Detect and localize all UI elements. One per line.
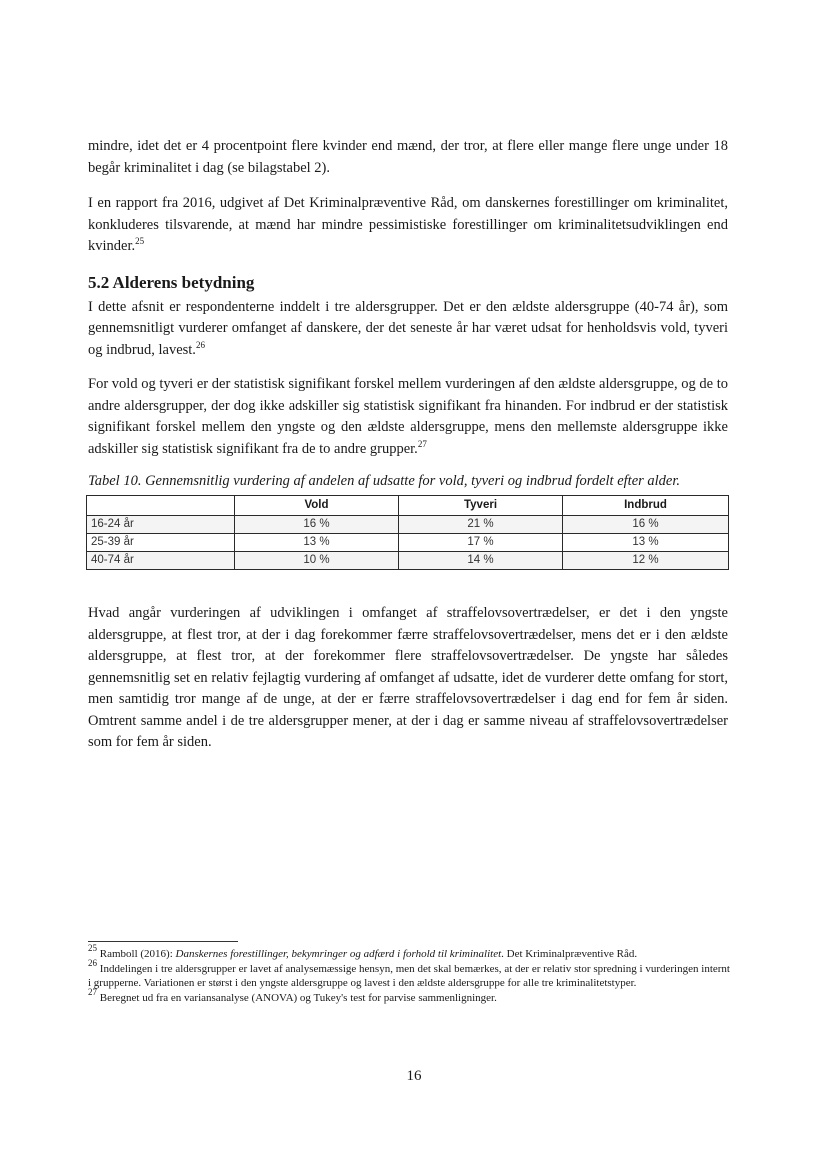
footnote-ref-25[interactable]: 25	[135, 236, 145, 246]
cell-vold: 16 %	[235, 516, 399, 534]
paragraph-text: Hvad angår vurderingen af udviklingen i omfanget af straffelovsovertrædelser, er det i den yngste aldersgruppe, at flest tror, at der i dag forekommer færre straffelovsovertrædelser, mens det er i den ældste aldersgruppe, at flest tror, at der forekommer flere straffelovsovertrædelser. De yngste har således gennemsnitlig set en relativ fejlagtig vurdering af omfanget af udsatte, idet de vurderer dette omfang for stort, men samtidig tror mange af de unge, at der er færre straffelovsovertrædelser i dag end for fem år siden. Omtrent samme andel i de tre aldersgrupper mener, at der i dag er samme niveau af straffelovsovertrædelser som for fem år siden.	[88, 605, 728, 750]
paragraph-development	[88, 603, 728, 754]
paragraph-significance	[88, 374, 728, 460]
footnote-ref-26[interactable]: 26	[195, 339, 205, 350]
footnotes	[88, 941, 730, 1006]
footnote-title: Danskernes forestillinger, bekymringer og adfærd i forhold til kriminalitet	[175, 948, 502, 960]
main-content	[88, 136, 728, 754]
row-label: 25-39 år	[87, 534, 235, 552]
table-row	[87, 552, 729, 570]
paragraph-report-2016	[88, 193, 728, 258]
cell-vold: 13 %	[235, 534, 399, 552]
paragraph-text: I en rapport fra 2016, udgivet af Det Kriminalpræventive Råd, om danskernes forestillinger om kriminalitet, konkluderes tilsvarende, at mænd har mindre pessimistiske forestillinger om kriminalitetsudviklingen end kvinder.	[88, 195, 728, 254]
paragraph-text: For vold og tyveri er der statistisk signifikant forskel mellem vurderingen af den ældste aldersgruppe, og de to andre aldersgrupper, der dog ikke adskiller sig statistisk signifikant fra hinanden. For indbrud er der statistisk signifikant forskel mellem den yngste og den ældste aldersgruppe, mens den mellemste aldersgruppe ikke adskiller sig statistisk signifikant fra de to andre grupper.	[88, 376, 728, 457]
footnote-number: 27	[88, 987, 97, 997]
cell-vold: 10 %	[235, 552, 399, 570]
cell-indbrud: 12 %	[563, 552, 729, 570]
footnote-number: 25	[88, 943, 97, 953]
age-estimate-table	[86, 495, 729, 570]
header-tyveri: Tyveri	[399, 496, 563, 516]
cell-tyveri: 14 %	[399, 552, 563, 570]
table-row	[87, 534, 729, 552]
header-vold: Vold	[235, 496, 399, 516]
row-label: 40-74 år	[87, 552, 235, 570]
footnote-26	[88, 958, 730, 990]
table-caption: Tabel 10. Gennemsnitlig vurdering af andelen af udsatte for vold, tyveri og indbrud fordelt efter alder.	[88, 473, 681, 489]
footnote-text: Inddelingen i tre aldersgrupper er lavet af analysemæssige hensyn, men det skal bemærkes, at der er relativ stor spredning i vurderingen internt i grupperne. Variationen er størst i den yngste aldersgruppe og lavest i den ældste aldersgruppe for alle tre kriminalitetstyper.	[88, 963, 730, 989]
paragraph-age-groups	[88, 297, 728, 362]
footnote-divider	[88, 941, 238, 942]
cell-tyveri: 17 %	[399, 534, 563, 552]
cell-tyveri: 21 %	[399, 516, 563, 534]
footnote-number: 26	[88, 958, 97, 968]
footnote-text: Beregnet ud fra en variansanalyse (ANOVA) og Tukey's test for parvise sammenligninger.	[99, 992, 497, 1004]
page-number: 16	[406, 1068, 422, 1084]
paragraph-text: mindre, idet det er 4 procentpoint flere kvinder end mænd, der tror, at flere eller mange flere unge under 18 begår kriminalitet i dag (se bilagstabel 2).	[88, 138, 728, 176]
footnote-ref-27[interactable]: 27	[417, 438, 427, 449]
paragraph-text: I dette afsnit er respondenterne inddelt i tre aldersgrupper. Det er den ældste aldersgruppe (40-74 år), som gennemsnitligt vurderer omfanget af danskere, der det seneste år har været udsat for henholdsvis vold, tyveri og indbrud, lavest.	[88, 298, 728, 358]
row-label: 16-24 år	[87, 516, 235, 534]
table-header-row	[87, 496, 729, 516]
footnote-text: . Det Kriminalpræventive Råd.	[501, 948, 638, 960]
cell-indbrud: 16 %	[563, 516, 729, 534]
header-empty	[87, 496, 235, 516]
section-heading: 5.2 Alderens betydning	[88, 272, 255, 292]
footnote-27	[88, 987, 730, 1005]
table-row	[87, 516, 729, 534]
footnote-25	[88, 943, 730, 961]
paragraph-gender-intro	[88, 136, 728, 179]
footnote-text: Ramboll (2016):	[99, 948, 176, 960]
cell-indbrud: 13 %	[563, 534, 729, 552]
header-indbrud: Indbrud	[563, 496, 729, 516]
